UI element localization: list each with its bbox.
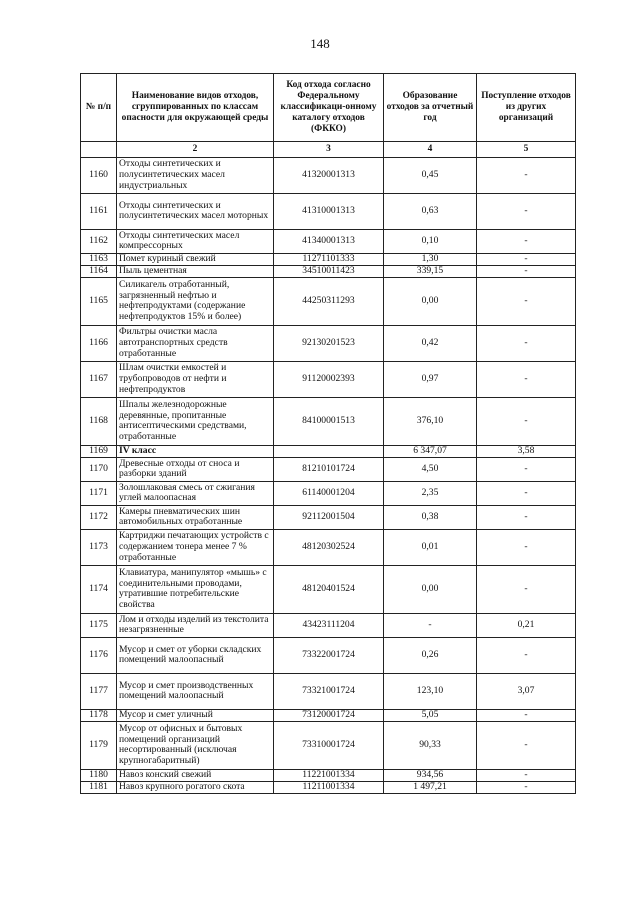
column-number <box>81 142 117 158</box>
fkko-code: 61140001204 <box>274 481 384 505</box>
column-number: 5 <box>477 142 576 158</box>
fkko-code: 73321001724 <box>274 673 384 709</box>
table-row <box>81 709 576 721</box>
formed-amount: 339,15 <box>384 265 477 277</box>
received-amount: 3,58 <box>477 445 576 457</box>
row-number: 1177 <box>81 673 117 709</box>
fkko-code: 73120001724 <box>274 709 384 721</box>
row-number: 1181 <box>81 781 117 793</box>
fkko-code <box>274 445 384 457</box>
row-number: 1164 <box>81 265 117 277</box>
table-row <box>81 613 576 637</box>
received-amount: - <box>477 157 576 193</box>
waste-name: Шпалы железнодорожные деревянные, пропитанные антисептическими средствами, отработанные <box>117 397 274 445</box>
row-number: 1160 <box>81 157 117 193</box>
waste-name: Отходы синтетических и полусинтетических масел моторных <box>117 193 274 229</box>
row-number: 1167 <box>81 361 117 397</box>
table-row <box>81 361 576 397</box>
header-received: Поступление отходов из других организаций <box>477 74 576 142</box>
header-waste-name: Наименование видов отходов, сгруппированных по классам опасности для окружающей среды <box>117 74 274 142</box>
received-amount: - <box>477 193 576 229</box>
waste-name: Мусор и смет производственных помещений малоопасный <box>117 673 274 709</box>
table-row <box>81 637 576 673</box>
received-amount: - <box>477 565 576 613</box>
row-number: 1171 <box>81 481 117 505</box>
row-number: 1179 <box>81 721 117 769</box>
formed-amount: 2,35 <box>384 481 477 505</box>
received-amount: - <box>477 229 576 253</box>
fkko-code: 11271101333 <box>274 253 384 265</box>
received-amount: - <box>477 457 576 481</box>
row-number: 1162 <box>81 229 117 253</box>
table-row <box>81 457 576 481</box>
row-number: 1178 <box>81 709 117 721</box>
formed-amount: 0,97 <box>384 361 477 397</box>
header-formed: Образование отходов за отчетный год <box>384 74 477 142</box>
formed-amount: 4,50 <box>384 457 477 481</box>
fkko-code: 41340001313 <box>274 229 384 253</box>
formed-amount: 6 347,07 <box>384 445 477 457</box>
received-amount: - <box>477 277 576 325</box>
row-number: 1176 <box>81 637 117 673</box>
table-row <box>81 565 576 613</box>
table-row <box>81 397 576 445</box>
waste-name: Мусор от офисных и бытовых помещений организаций несортированный (исключая крупногабаритный) <box>117 721 274 769</box>
row-number: 1163 <box>81 253 117 265</box>
header-fkko-code: Код отхода согласно Федеральному классификаци-онному каталогу отходов (ФККО) <box>274 74 384 142</box>
formed-amount: 0,63 <box>384 193 477 229</box>
column-number-row <box>81 142 576 158</box>
row-number: 1180 <box>81 769 117 781</box>
fkko-code: 11211001334 <box>274 781 384 793</box>
waste-name: Отходы синтетических масел компрессорных <box>117 229 274 253</box>
fkko-code: 41310001313 <box>274 193 384 229</box>
formed-amount: 0,38 <box>384 505 477 529</box>
row-number: 1174 <box>81 565 117 613</box>
waste-name: Лом и отходы изделий из текстолита незагрязненные <box>117 613 274 637</box>
column-number: 2 <box>117 142 274 158</box>
row-number: 1169 <box>81 445 117 457</box>
received-amount: - <box>477 481 576 505</box>
fkko-code: 73310001724 <box>274 721 384 769</box>
formed-amount: 376,10 <box>384 397 477 445</box>
table-row <box>81 781 576 793</box>
waste-name: Мусор и смет уличный <box>117 709 274 721</box>
waste-name: Навоз крупного рогатого скота <box>117 781 274 793</box>
formed-amount: 90,33 <box>384 721 477 769</box>
formed-amount: - <box>384 613 477 637</box>
table-header-row <box>81 74 576 142</box>
row-number: 1161 <box>81 193 117 229</box>
formed-amount: 1,30 <box>384 253 477 265</box>
waste-name: Помет куриный свежий <box>117 253 274 265</box>
received-amount: - <box>477 637 576 673</box>
table-row <box>81 193 576 229</box>
waste-name: Мусор и смет от уборки складских помещений малоопасный <box>117 637 274 673</box>
fkko-code: 44250311293 <box>274 277 384 325</box>
received-amount: - <box>477 781 576 793</box>
fkko-code: 48120401524 <box>274 565 384 613</box>
formed-amount: 123,10 <box>384 673 477 709</box>
table-row <box>81 529 576 565</box>
table-row <box>81 157 576 193</box>
formed-amount: 0,45 <box>384 157 477 193</box>
table-row <box>81 481 576 505</box>
fkko-code: 41320001313 <box>274 157 384 193</box>
table-row <box>81 505 576 529</box>
received-amount: - <box>477 361 576 397</box>
waste-name: Отходы синтетических и полусинтетических масел индустриальных <box>117 157 274 193</box>
received-amount: - <box>477 709 576 721</box>
received-amount: - <box>477 529 576 565</box>
received-amount: 3,07 <box>477 673 576 709</box>
received-amount: - <box>477 721 576 769</box>
waste-name: Клавиатура, манипулятор «мышь» с соединительными проводами, утратившие потребительские свойства <box>117 565 274 613</box>
table-row <box>81 445 576 457</box>
table-row <box>81 325 576 361</box>
formed-amount: 0,00 <box>384 277 477 325</box>
row-number: 1170 <box>81 457 117 481</box>
waste-name: Золошлаковая смесь от сжигания углей малоопасная <box>117 481 274 505</box>
table-body <box>81 157 576 793</box>
fkko-code: 91120002393 <box>274 361 384 397</box>
table-row <box>81 229 576 253</box>
fkko-code: 81210101724 <box>274 457 384 481</box>
formed-amount: 0,42 <box>384 325 477 361</box>
formed-amount: 1 497,21 <box>384 781 477 793</box>
table-row <box>81 265 576 277</box>
fkko-code: 48120302524 <box>274 529 384 565</box>
table-row <box>81 253 576 265</box>
formed-amount: 0,26 <box>384 637 477 673</box>
waste-name: Фильтры очистки масла автотранспортных средств отработанные <box>117 325 274 361</box>
received-amount: - <box>477 325 576 361</box>
table-row <box>81 769 576 781</box>
column-number: 3 <box>274 142 384 158</box>
fkko-code: 92130201523 <box>274 325 384 361</box>
page-number: 148 <box>310 36 330 51</box>
waste-name: Пыль цементная <box>117 265 274 277</box>
waste-name: IV класс <box>117 445 274 457</box>
received-amount: - <box>477 769 576 781</box>
table-row <box>81 673 576 709</box>
received-amount: - <box>477 253 576 265</box>
received-amount: 0,21 <box>477 613 576 637</box>
row-number: 1166 <box>81 325 117 361</box>
formed-amount: 0,10 <box>384 229 477 253</box>
waste-table <box>80 73 576 794</box>
row-number: 1173 <box>81 529 117 565</box>
table-row <box>81 721 576 769</box>
column-number: 4 <box>384 142 477 158</box>
row-number: 1165 <box>81 277 117 325</box>
row-number: 1168 <box>81 397 117 445</box>
waste-name: Шлам очистки емкостей и трубопроводов от нефти и нефтепродуктов <box>117 361 274 397</box>
waste-name: Древесные отходы от сноса и разборки зданий <box>117 457 274 481</box>
row-number: 1175 <box>81 613 117 637</box>
fkko-code: 11221001334 <box>274 769 384 781</box>
formed-amount: 5,05 <box>384 709 477 721</box>
formed-amount: 934,56 <box>384 769 477 781</box>
waste-name: Силикагель отработанный, загрязненный нефтью и нефтепродуктами (содержание нефтепродуктов 15% и более) <box>117 277 274 325</box>
fkko-code: 43423111204 <box>274 613 384 637</box>
formed-amount: 0,00 <box>384 565 477 613</box>
fkko-code: 92112001504 <box>274 505 384 529</box>
received-amount: - <box>477 397 576 445</box>
row-number: 1172 <box>81 505 117 529</box>
waste-name: Навоз конский свежий <box>117 769 274 781</box>
fkko-code: 34510011423 <box>274 265 384 277</box>
waste-name: Камеры пневматических шин автомобильных отработанные <box>117 505 274 529</box>
fkko-code: 84100001513 <box>274 397 384 445</box>
header-number: № п/п <box>81 74 117 142</box>
formed-amount: 0,01 <box>384 529 477 565</box>
received-amount: - <box>477 505 576 529</box>
received-amount: - <box>477 265 576 277</box>
waste-name: Картриджи печатающих устройств с содержанием тонера менее 7 % отработанные <box>117 529 274 565</box>
table-row <box>81 277 576 325</box>
fkko-code: 73322001724 <box>274 637 384 673</box>
